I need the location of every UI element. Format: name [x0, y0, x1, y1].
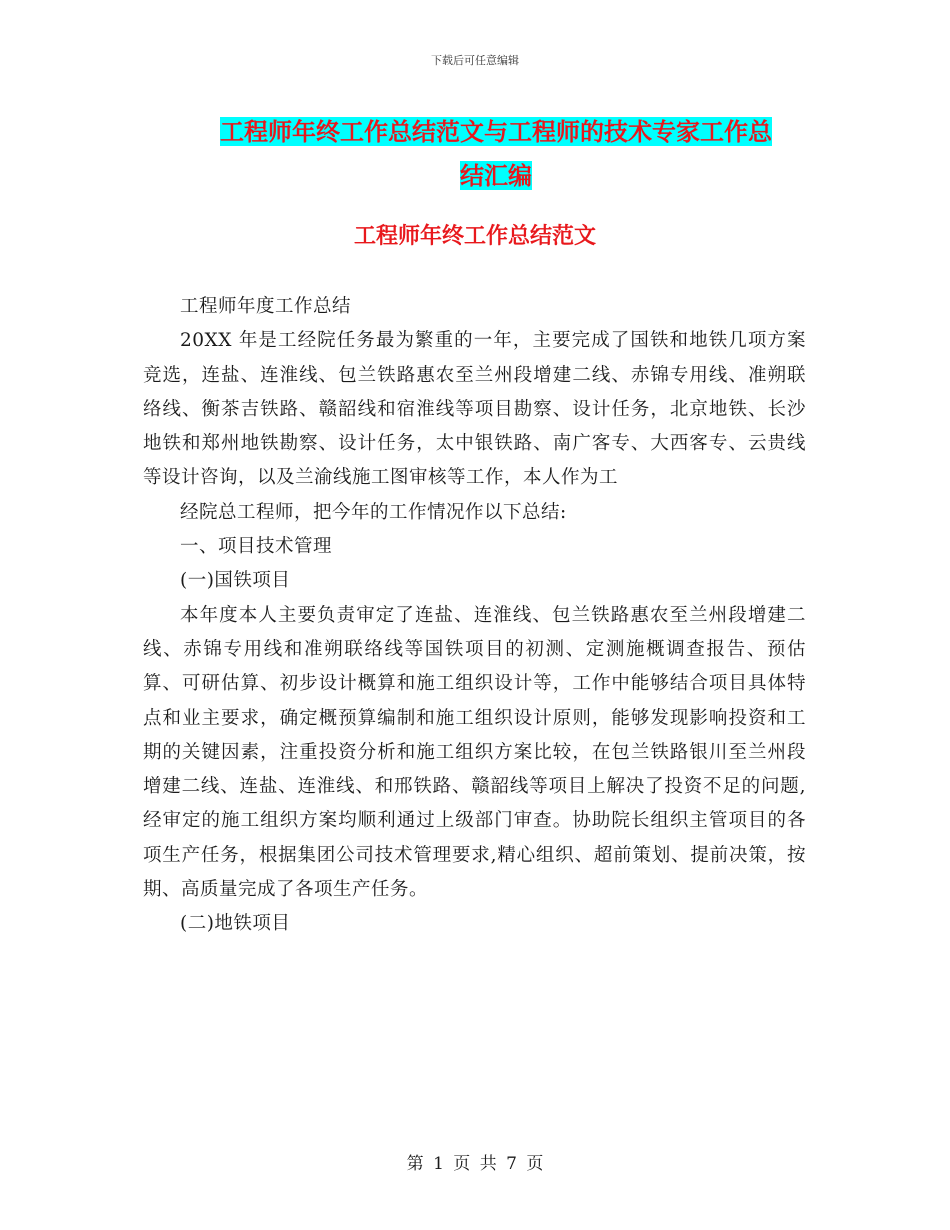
- document-title-line-2: 结汇编: [460, 161, 532, 190]
- paragraph-intro: 20XX 年是工经院任务最为繁重的一年，主要完成了国铁和地铁几项方案竞选，连盐、连淮线、包兰铁路惠农至兰州段增建二线、赤锦专用线、准朔联络线、衡茶吉铁路、赣韶线和宿淮线等项目勘察、设计任务，北京地铁、长沙地铁和郑州地铁勘察、设计任务，太中银铁路、南广客专、大西客专、云贵线等设计咨询，以及兰渝线施工图审核等工作，本人作为工: [143, 330, 806, 489]
- heading-national-railway: (一)国铁项目: [180, 570, 291, 592]
- document-title: [190, 110, 802, 198]
- paragraph-intro-continued: 经院总工程师，把今年的工作情况作以下总结:: [180, 501, 567, 523]
- page-footer: 第 1 页 共 7 页: [406, 1154, 544, 1174]
- page-header: 下载后可任意编辑: [431, 54, 519, 67]
- paragraph-national-railway: 本年度本人主要负责审定了连盐、连淮线、包兰铁路惠农至兰州段增建二线、赤锦专用线和准朔联络线等国铁项目的初测、定测施概调查报告、预估算、可研估算、初步设计概算和施工组织设计等，工作中能够结合项目具体特点和业主要求，确定概预算编制和施工组织设计原则，能够发现影响投资和工期的关键因素，注重投资分析和施工组织方案比较，在包兰铁路银川至兰州段增建二线、连盐、连淮线、和邢铁路、赣韶线等项目上解决了投资不足的问题,经审定的施工组织方案均顺利通过上级部门审查。协助院长组织主管项目的各项生产任务，根据集团公司技术管理要求,精心组织、超前策划、提前决策，按期、高质量完成了各项生产任务。: [143, 604, 806, 901]
- document-body: [143, 290, 806, 942]
- section-title: 工程师年终工作总结范文: [353, 223, 596, 249]
- document-title-line-1: 工程师年终工作总结范文与工程师的技术专家工作总: [220, 117, 772, 146]
- heading-project-management: 一、项目技术管理: [180, 536, 333, 558]
- paragraph-subtitle: 工程师年度工作总结: [180, 296, 352, 317]
- heading-metro: (二)地铁项目: [180, 913, 291, 935]
